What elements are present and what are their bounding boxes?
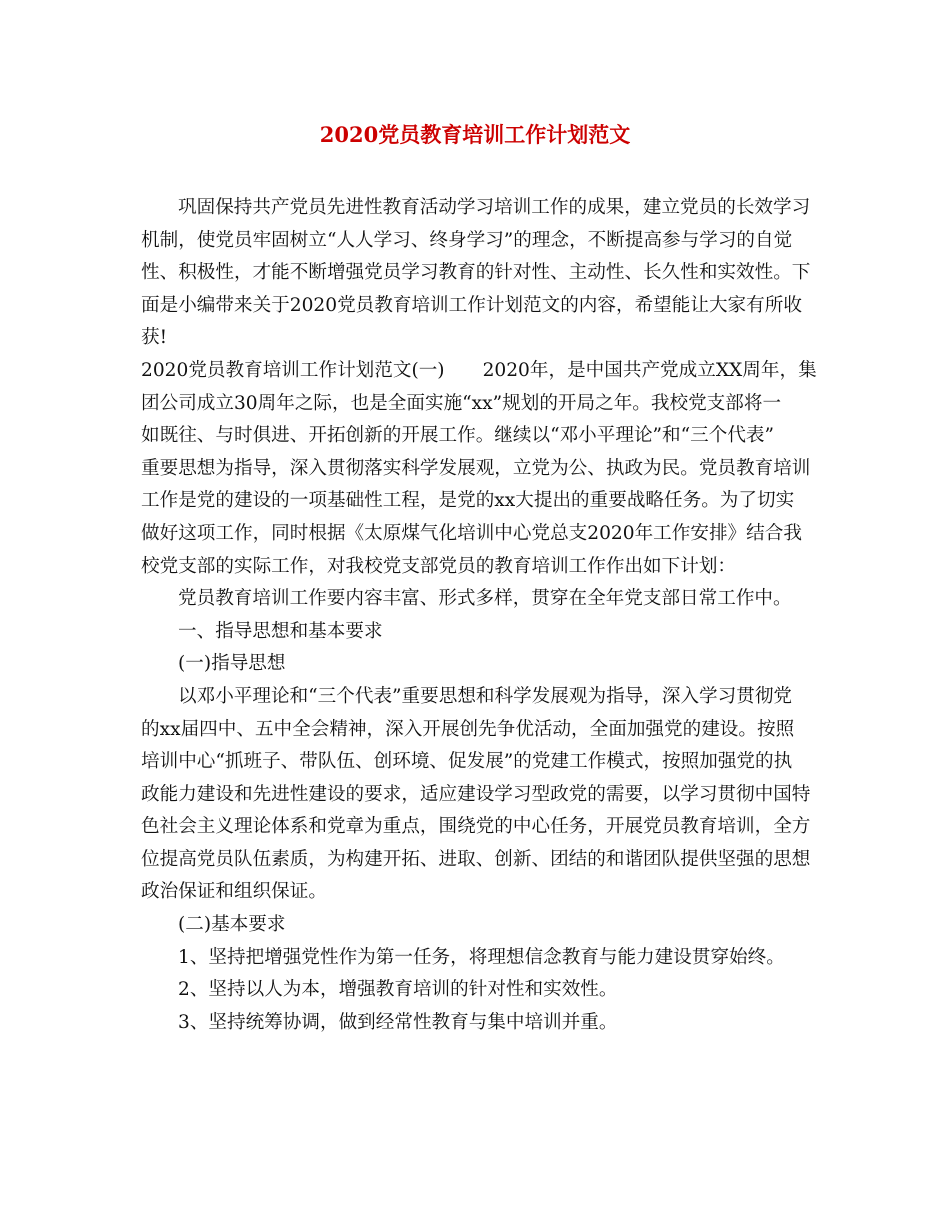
section-heading-line: [141, 355, 817, 388]
paragraph-line: 校党支部的实际工作，对我校党支部党员的教育培训工作作出如下计划：: [141, 555, 737, 577]
list-item: 2、坚持以人为本，增强教育培训的针对性和实效性。: [178, 979, 618, 1001]
paragraph-line: 培训中心“抓班子、带队伍、创环境、促发展”的党建工作模式，按照加强党的执: [141, 751, 793, 773]
section-first-text: 2020年，是中国共产党成立XX周年，集: [482, 359, 817, 381]
paragraph-line: 工作是党的建设的一项基础性工程，是党的xx大提出的重要战略任务。为了切实: [141, 490, 795, 512]
paragraph-line: 巩固保持共产党员先进性教育活动学习培训工作的成果，建立党员的长效学习: [178, 197, 811, 218]
paragraph-line: 团公司成立30周年之际，也是全面实施“xx”规划的开局之年。我校党支部将一: [141, 392, 782, 414]
paragraph-line: 党员教育培训工作要内容丰富、形式多样，贯穿在全年党支部日常工作中。: [178, 588, 792, 610]
paragraph-line: 如既往、与时俱进、开拓创新的开展工作。继续以“邓小平理论”和“三个代表”: [141, 425, 775, 447]
paragraph-line: 政能力建设和先进性建设的要求，适应建设学习型政党的需要，以学习贯彻中国特: [141, 783, 811, 805]
paragraph-line: 重要思想为指导，深入贯彻落实科学发展观，立党为公、执政为民。党员教育培训: [141, 457, 811, 479]
document-body: [141, 192, 817, 1039]
list-item: 3、坚持统筹协调，做到经常性教育与集中培训并重。: [178, 1011, 618, 1033]
paragraph-line: 政治保证和组织保证。: [141, 881, 327, 903]
document-title: 2020党员教育培训工作计划范文: [319, 122, 631, 147]
paragraph-line: 以邓小平理论和“三个代表”重要思想和科学发展观为指导，深入学习贯彻党: [178, 685, 793, 707]
paragraph-line: 色社会主义理论体系和党章为重点，围绕党的中心任务，开展党员教育培训，全方: [141, 816, 811, 838]
paragraph-line: 机制，使党员牢固树立“人人学习、终身学习”的理念，不断提高参与学习的自觉: [141, 229, 793, 251]
paragraph-line: 位提高党员队伍素质，为构建开拓、进取、创新、团结的和谐团队提供坚强的思想: [141, 848, 811, 870]
paragraph-line: 获!: [141, 327, 168, 349]
subsection-title: (二)基本要求: [178, 914, 286, 936]
paragraph-line: 性、积极性，才能不断增强党员学习教育的针对性、主动性、长久性和实效性。下: [141, 262, 811, 284]
paragraph-line: 的xx届四中、五中全会精神，深入开展创先争优活动，全面加强党的建设。按照: [141, 718, 795, 740]
list-item: 1、坚持把增强党性作为第一任务，将理想信念教育与能力建设贯穿始终。: [178, 946, 785, 968]
section-title: 一、指导思想和基本要求: [178, 620, 383, 642]
subsection-title: (一)指导思想: [178, 653, 286, 675]
section-heading: 2020党员教育培训工作计划范文(一): [141, 359, 445, 381]
paragraph-line: 做好这项工作，同时根据《太原煤气化培训中心党总支2020年工作安排》结合我: [141, 522, 802, 544]
paragraph-line: 面是小编带来关于2020党员教育培训工作计划范文的内容，希望能让大家有所收: [141, 294, 802, 316]
